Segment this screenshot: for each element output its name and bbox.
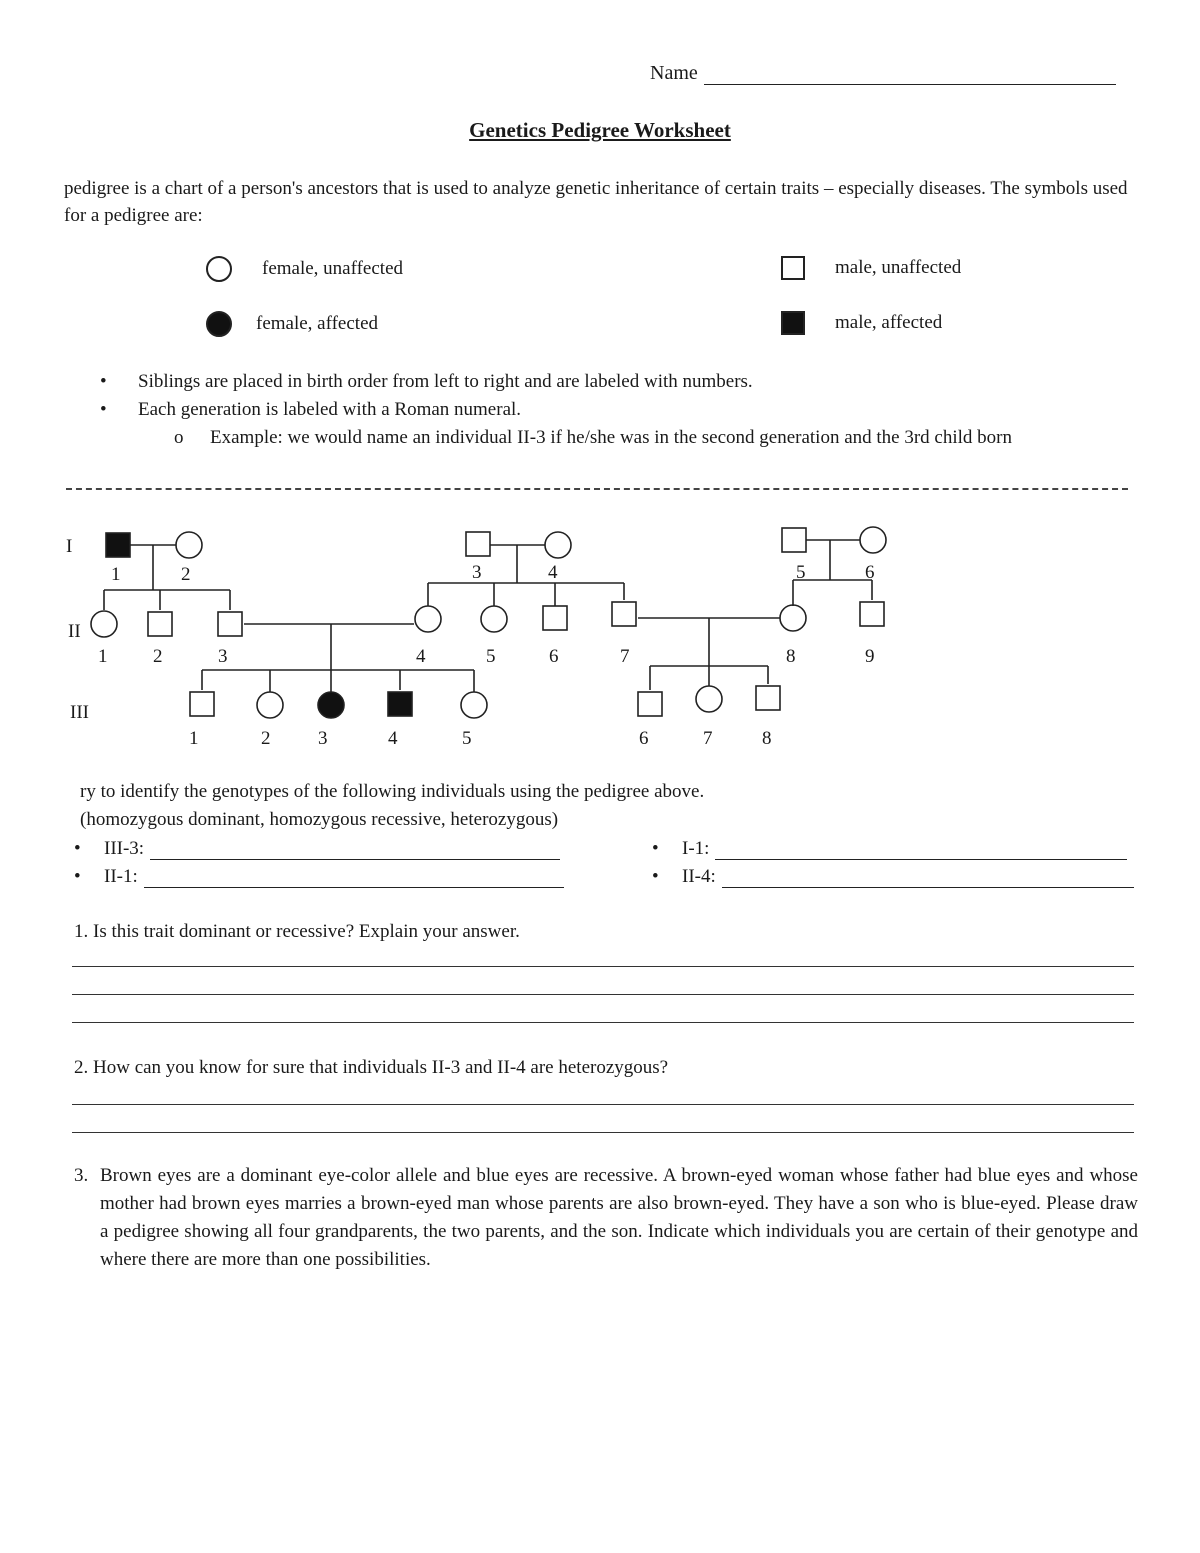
num-III-1: 1 — [189, 728, 199, 749]
legend-label: female, unaffected — [262, 258, 404, 279]
rules-list — [100, 368, 1090, 452]
question-3-number: 3. — [74, 1165, 89, 1186]
individual-I-2 — [176, 532, 202, 558]
question-1-number: 1. — [74, 921, 89, 942]
num-III-8: 8 — [762, 728, 772, 749]
legend-female-unaffected — [206, 256, 403, 282]
question-3 — [74, 1162, 1138, 1274]
num-I-3: 3 — [472, 562, 482, 583]
answer-label: I-1: — [682, 838, 710, 859]
question-2-number: 2. — [74, 1057, 89, 1078]
gen-label-III: III — [70, 702, 89, 723]
num-III-3: 3 — [318, 728, 328, 749]
answer-line[interactable] — [72, 1132, 1134, 1133]
individual-II-8 — [780, 605, 806, 631]
question-2-text: How can you know for sure that individuals II-3 and II-4 are heterozygous? — [93, 1057, 669, 1078]
circle-filled-icon — [206, 311, 232, 337]
answer-blank-line[interactable] — [150, 841, 560, 860]
answer-III-3[interactable]: • III-3: — [74, 838, 560, 860]
individual-II-2 — [148, 612, 172, 636]
num-II-3: 3 — [218, 646, 228, 667]
intro-paragraph: pedigree is a chart of a person's ancestors that is used to analyze genetic inheritance of certain traits – especially diseases. The symbols used for a pedigree are: — [64, 178, 1128, 226]
legend-female-affected — [206, 311, 378, 337]
name-blank-line[interactable] — [704, 66, 1116, 85]
question-3-text: Brown eyes are a dominant eye-color allele and blue eyes are recessive. A brown-eyed woman whose father had blue eyes and whose mother had brown eyes marries a brown-eyed man whose parents are also brown-eyed. They have a son who is blue-eyed. Please draw a pedigree showing all four grandparents, the two parents, and the son. Indicate which individuals you are certain of their genotype and where there are more than one possibilities. — [100, 1165, 1138, 1270]
num-II-2: 2 — [153, 646, 163, 667]
individual-I-5 — [782, 528, 806, 552]
sub-bullet-marker: o — [174, 427, 184, 448]
individual-II-6 — [543, 606, 567, 630]
answer-blank-line[interactable] — [144, 869, 564, 888]
square-filled-icon — [781, 311, 805, 335]
num-I-2: 2 — [181, 564, 191, 585]
num-II-8: 8 — [786, 646, 796, 667]
genotype-instructions-line1: ry to identify the genotypes of the following individuals using the pedigree above. — [80, 781, 705, 802]
individual-I-3 — [466, 532, 490, 556]
individual-II-7 — [612, 602, 636, 626]
answer-label: II-1: — [104, 866, 138, 887]
individual-III-5 — [461, 692, 487, 718]
legend-male-unaffected — [781, 256, 961, 280]
num-II-6: 6 — [549, 646, 559, 667]
legend-label: female, affected — [256, 313, 379, 334]
genotype-instructions — [80, 778, 704, 834]
num-I-4: 4 — [548, 562, 558, 583]
individual-II-3 — [218, 612, 242, 636]
gen-label-I: I — [66, 536, 73, 557]
name-label: Name — [650, 62, 698, 84]
gen-label-II: II — [68, 621, 81, 642]
answer-blank-line[interactable] — [722, 869, 1134, 888]
individual-II-5 — [481, 606, 507, 632]
individual-I-6 — [860, 527, 886, 553]
individual-II-9 — [860, 602, 884, 626]
answer-label: II-4: — [682, 866, 716, 887]
circle-open-icon — [206, 256, 232, 282]
num-III-5: 5 — [462, 728, 472, 749]
num-I-5: 5 — [796, 562, 806, 583]
answer-I-1[interactable]: • I-1: — [652, 838, 1127, 860]
sub-bullet-example — [100, 424, 1090, 452]
individual-I-1 — [106, 533, 130, 557]
sub-bullet-text: Example: we would name an individual II-3 if he/she was in the second generation and the 3rd child born — [210, 427, 1012, 448]
individual-III-1 — [190, 692, 214, 716]
num-III-4: 4 — [388, 728, 398, 749]
question-1-text: Is this trait dominant or recessive? Explain your answer. — [93, 921, 520, 942]
worksheet-title: Genetics Pedigree Worksheet — [469, 118, 731, 142]
num-II-5: 5 — [486, 646, 496, 667]
num-II-4: 4 — [416, 646, 426, 667]
individual-III-6 — [638, 692, 662, 716]
name-field[interactable] — [650, 62, 1116, 85]
num-III-6: 6 — [639, 728, 649, 749]
num-I-1: 1 — [111, 564, 121, 585]
individual-I-4 — [545, 532, 571, 558]
genotype-instructions-line2: (homozygous dominant, homozygous recessive, heterozygous) — [80, 809, 559, 830]
legend-male-affected — [781, 311, 942, 335]
num-III-2: 2 — [261, 728, 271, 749]
num-I-6: 6 — [865, 562, 875, 583]
pedigree-chart — [0, 500, 1200, 760]
individual-III-8 — [756, 686, 780, 710]
answer-II-4[interactable]: • II-4: — [652, 866, 1134, 888]
answer-line[interactable] — [72, 966, 1134, 967]
individual-II-1 — [91, 611, 117, 637]
individual-III-7 — [696, 686, 722, 712]
bullet-generations: • Each generation is labeled with a Roman numeral. — [100, 396, 1090, 424]
legend-label: male, affected — [835, 312, 943, 333]
answer-line[interactable] — [72, 1104, 1134, 1105]
square-open-icon — [781, 256, 805, 280]
answer-line[interactable] — [72, 994, 1134, 995]
individual-III-2 — [257, 692, 283, 718]
question-1 — [74, 918, 520, 946]
answer-blank-line[interactable] — [715, 841, 1127, 860]
individual-III-3 — [318, 692, 344, 718]
num-II-7: 7 — [620, 646, 630, 667]
answer-II-1[interactable]: • II-1: — [74, 866, 564, 888]
individual-III-4 — [388, 692, 412, 716]
bullet-siblings: • Siblings are placed in birth order from left to right and are labeled with numbers. — [100, 368, 1090, 396]
dashed-separator — [66, 488, 1128, 490]
individual-II-4 — [415, 606, 441, 632]
legend-label: male, unaffected — [835, 257, 962, 278]
num-II-9: 9 — [865, 646, 875, 667]
num-II-1: 1 — [98, 646, 108, 667]
answer-label: III-3: — [104, 838, 145, 859]
answer-line[interactable] — [72, 1022, 1134, 1023]
question-2 — [74, 1054, 668, 1082]
num-III-7: 7 — [703, 728, 713, 749]
